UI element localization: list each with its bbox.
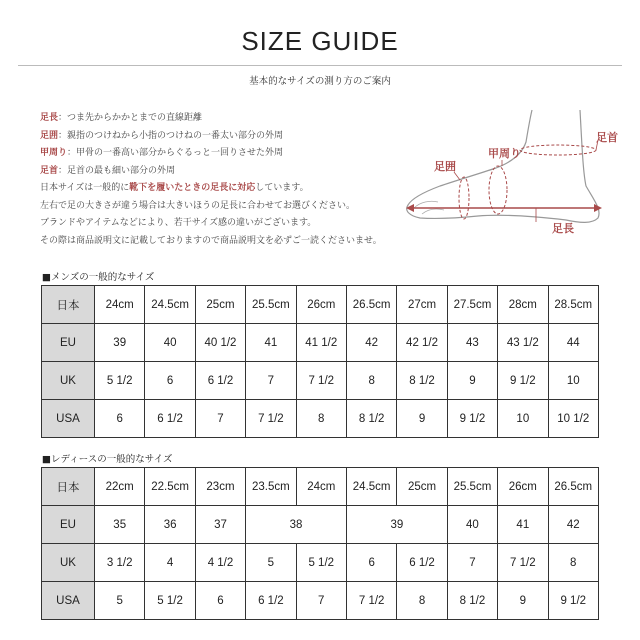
row-usa bbox=[42, 400, 599, 438]
measurement-notes bbox=[40, 110, 410, 250]
size-cell: 6 bbox=[95, 400, 145, 438]
size-cell: 39 bbox=[346, 506, 447, 544]
size-cell: 6 bbox=[195, 582, 245, 620]
size-cell: 9 1/2 bbox=[548, 582, 598, 620]
note-term: 足長 bbox=[40, 113, 59, 123]
size-cell: 41 bbox=[498, 506, 548, 544]
row-header-cell: EU bbox=[42, 324, 95, 362]
size-cell: 26.5cm bbox=[346, 286, 396, 324]
note-text: 日本サイズは一般的に bbox=[40, 183, 130, 193]
size-cell: 42 1/2 bbox=[397, 324, 447, 362]
title-divider bbox=[18, 65, 622, 66]
size-cell: 38 bbox=[246, 506, 347, 544]
size-cell: 25.5cm bbox=[447, 468, 497, 506]
size-cell: 7 1/2 bbox=[296, 362, 346, 400]
row-header-cell: 日本 bbox=[42, 468, 95, 506]
length-arrow-head-right bbox=[594, 204, 602, 212]
size-cell: 3 1/2 bbox=[95, 544, 145, 582]
row-japan bbox=[42, 468, 599, 506]
row-eu bbox=[42, 506, 599, 544]
row-header-cell: UK bbox=[42, 544, 95, 582]
size-cell: 4 1/2 bbox=[195, 544, 245, 582]
size-cell: 40 bbox=[447, 506, 497, 544]
size-cell: 43 bbox=[447, 324, 497, 362]
mens-section-label: ■メンズの一般的なサイズ bbox=[42, 272, 155, 283]
size-cell: 10 bbox=[498, 400, 548, 438]
size-cell: 26.5cm bbox=[548, 468, 598, 506]
size-cell: 5 1/2 bbox=[145, 582, 195, 620]
womens-size-table bbox=[41, 467, 599, 620]
size-cell: 24.5cm bbox=[346, 468, 396, 506]
size-cell: 10 1/2 bbox=[548, 400, 598, 438]
size-cell: 26cm bbox=[498, 468, 548, 506]
size-cell: 7 1/2 bbox=[498, 544, 548, 582]
row-usa bbox=[42, 582, 599, 620]
foot-diagram bbox=[402, 106, 632, 241]
label-girth: 足囲 bbox=[434, 160, 456, 173]
note-text: ：足首の最も細い部分の外周 bbox=[58, 165, 176, 176]
row-uk bbox=[42, 544, 599, 582]
size-cell: 37 bbox=[195, 506, 245, 544]
page-subtitle: 基本的なサイズの測り方のご案内 bbox=[249, 76, 391, 87]
womens-section-label: ■レディースの一般的なサイズ bbox=[42, 454, 173, 465]
size-cell: 22.5cm bbox=[145, 468, 195, 506]
size-cell: 6 bbox=[346, 544, 396, 582]
size-cell: 43 1/2 bbox=[498, 324, 548, 362]
note-text: ：甲骨の一番高い部分からぐるっと一回りさせた外周 bbox=[67, 148, 284, 158]
size-cell: 36 bbox=[145, 506, 195, 544]
size-cell: 28cm bbox=[498, 286, 548, 324]
size-cell: 7 bbox=[447, 544, 497, 582]
size-cell: 7 1/2 bbox=[246, 400, 296, 438]
size-cell: 28.5cm bbox=[548, 286, 598, 324]
size-cell: 44 bbox=[548, 324, 598, 362]
size-cell: 7 bbox=[195, 400, 245, 438]
row-header-cell: USA bbox=[42, 582, 95, 620]
size-cell: 26cm bbox=[296, 286, 346, 324]
size-cell: 9 bbox=[498, 582, 548, 620]
row-header-cell: EU bbox=[42, 506, 95, 544]
size-cell: 42 bbox=[346, 324, 396, 362]
size-cell: 10 bbox=[548, 362, 598, 400]
size-cell: 41 bbox=[246, 324, 296, 362]
size-cell: 24cm bbox=[95, 286, 145, 324]
size-cell: 39 bbox=[95, 324, 145, 362]
size-cell: 9 1/2 bbox=[498, 362, 548, 400]
size-cell: 6 1/2 bbox=[246, 582, 296, 620]
size-cell: 40 1/2 bbox=[195, 324, 245, 362]
size-cell: 8 1/2 bbox=[346, 400, 396, 438]
note-foot-girth bbox=[40, 128, 410, 146]
size-cell: 6 bbox=[145, 362, 195, 400]
mens-size-table bbox=[41, 285, 599, 438]
size-cell: 7 1/2 bbox=[346, 582, 396, 620]
size-cell: 5 1/2 bbox=[95, 362, 145, 400]
note-jp-size bbox=[40, 180, 410, 198]
note-foot-length bbox=[40, 110, 410, 128]
note-left-right: 左右で足の大きさが違う場合は大きいほうの足長に合わせてお選びください。 bbox=[40, 200, 356, 211]
label-instep: 甲周り bbox=[488, 147, 521, 160]
girth-pointer bbox=[454, 172, 460, 180]
row-eu bbox=[42, 324, 599, 362]
size-cell: 8 bbox=[346, 362, 396, 400]
note-instep bbox=[40, 145, 410, 163]
row-japan bbox=[42, 286, 599, 324]
size-cell: 35 bbox=[95, 506, 145, 544]
size-cell: 41 1/2 bbox=[296, 324, 346, 362]
size-cell: 42 bbox=[548, 506, 598, 544]
note-text: ：親指のつけねから小指のつけねの一番太い部分の外周 bbox=[58, 130, 284, 141]
size-cell: 6 1/2 bbox=[195, 362, 245, 400]
size-cell: 9 bbox=[397, 400, 447, 438]
size-cell: 8 bbox=[296, 400, 346, 438]
label-ankle: 足首 bbox=[596, 131, 618, 144]
size-cell: 6 1/2 bbox=[397, 544, 447, 582]
size-cell: 40 bbox=[145, 324, 195, 362]
girth-ring bbox=[459, 177, 469, 219]
note-text: ：つま先からかかとまでの直線距離 bbox=[58, 113, 203, 123]
size-cell: 6 1/2 bbox=[145, 400, 195, 438]
note-brand-diff: ブランドやアイテムなどにより、若干サイズ感の違いがございます。 bbox=[40, 218, 317, 228]
size-cell: 5 bbox=[246, 544, 296, 582]
size-cell: 9 1/2 bbox=[447, 400, 497, 438]
row-uk bbox=[42, 362, 599, 400]
note-emphasis: 靴下を履いたときの足長に対応 bbox=[129, 183, 256, 193]
size-cell: 22cm bbox=[95, 468, 145, 506]
size-cell: 24.5cm bbox=[145, 286, 195, 324]
row-header-cell: USA bbox=[42, 400, 95, 438]
note-term: 足囲 bbox=[40, 130, 59, 141]
size-cell: 27.5cm bbox=[447, 286, 497, 324]
size-cell: 8 bbox=[397, 582, 447, 620]
size-cell: 7 bbox=[246, 362, 296, 400]
note-ankle bbox=[40, 163, 410, 181]
size-cell: 24cm bbox=[296, 468, 346, 506]
size-cell: 5 1/2 bbox=[296, 544, 346, 582]
label-length: 足長 bbox=[552, 222, 574, 235]
size-cell: 27cm bbox=[397, 286, 447, 324]
instep-ring bbox=[489, 166, 507, 214]
size-cell: 25cm bbox=[397, 468, 447, 506]
page-title: SIZE GUIDE bbox=[241, 26, 399, 56]
row-header-cell: UK bbox=[42, 362, 95, 400]
size-cell: 25cm bbox=[195, 286, 245, 324]
ankle-ring bbox=[520, 145, 596, 155]
size-cell: 9 bbox=[447, 362, 497, 400]
size-cell: 8 bbox=[548, 544, 598, 582]
size-cell: 5 bbox=[95, 582, 145, 620]
size-cell: 7 bbox=[296, 582, 346, 620]
row-header-cell: 日本 bbox=[42, 286, 95, 324]
size-cell: 8 1/2 bbox=[397, 362, 447, 400]
note-text: しています。 bbox=[255, 183, 309, 193]
note-term: 甲周り bbox=[40, 148, 68, 158]
note-read-desc: その際は商品説明文に記載しておりますので商品説明文を必ずご一読くださいませ。 bbox=[40, 235, 382, 246]
size-cell: 8 1/2 bbox=[447, 582, 497, 620]
size-cell: 23cm bbox=[195, 468, 245, 506]
size-cell: 4 bbox=[145, 544, 195, 582]
note-term: 足首 bbox=[40, 165, 59, 176]
size-cell: 23.5cm bbox=[246, 468, 296, 506]
size-cell: 25.5cm bbox=[246, 286, 296, 324]
